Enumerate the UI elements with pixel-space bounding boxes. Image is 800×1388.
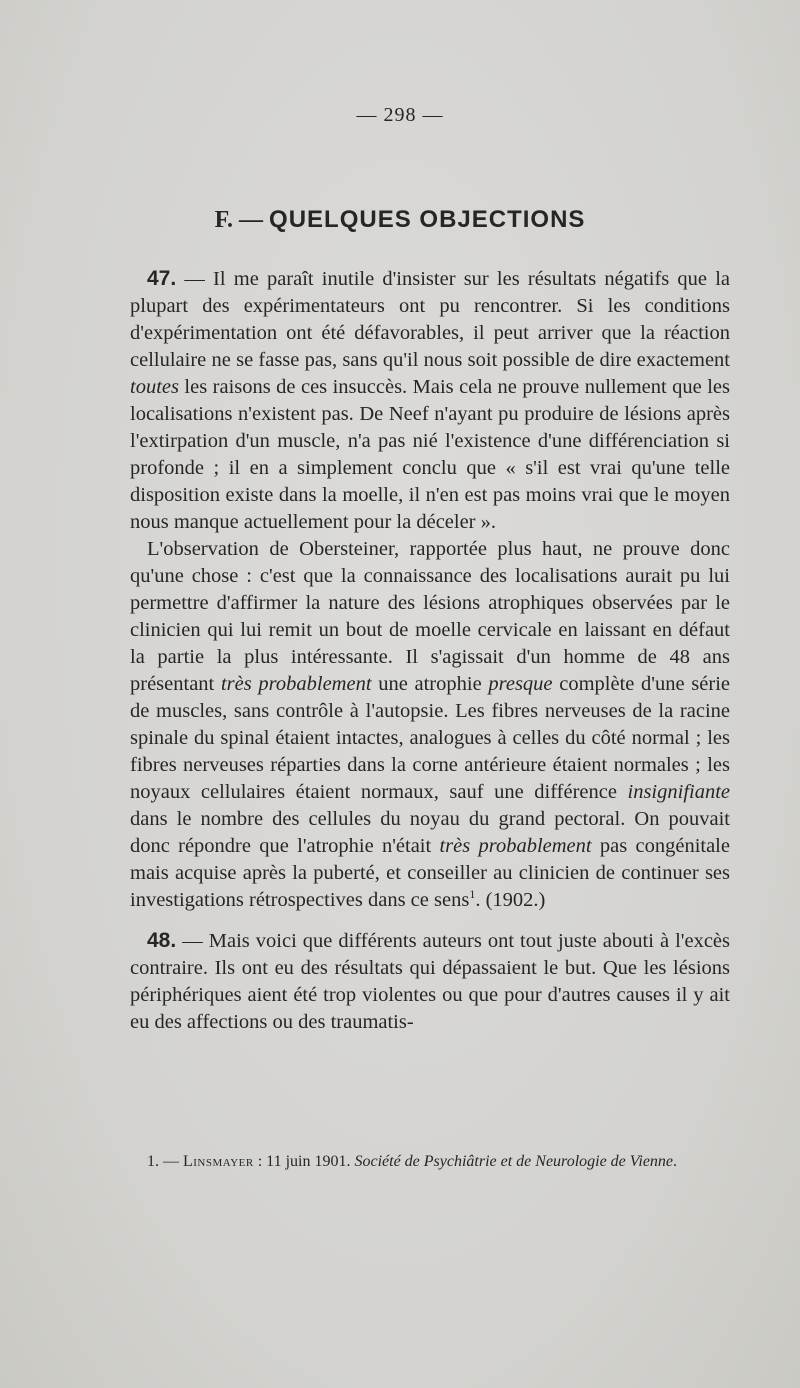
paragraph-47 xyxy=(130,265,730,536)
section-title xyxy=(0,206,800,234)
footnote-reference[interactable]: 1 xyxy=(469,887,476,902)
text-run: — Il me paraît inutile d'insister sur les résultats négatifs que la plupart des expérimentateurs ont pu rencontrer. Si les conditions d'expérimentation ont été défavorables, il peut arriver que la réaction cellulaire ne se fasse pas, sans qu'il nous soit possible de dire exactement xyxy=(130,268,730,371)
section-label: F. — xyxy=(214,207,264,233)
page-number: — 298 — xyxy=(356,104,444,126)
footnote xyxy=(130,1152,730,1172)
text-run: une atrophie xyxy=(371,673,489,695)
italic-run: insignifiante xyxy=(627,781,730,803)
body-text xyxy=(130,265,730,1036)
italic-run: toutes xyxy=(130,376,179,398)
footnote-date: : 11 juin 1901. xyxy=(253,1153,355,1170)
text-run: pas congénitale mais acquise après la puberté, et conseiller au clinicien de continuer ses investigations rétrospectives dans ce sens xyxy=(130,835,730,911)
italic-run: très probablement xyxy=(439,835,592,857)
text-run: L'observation de Obersteiner, rapportée plus haut, ne prouve donc qu'une chose : c'est que la connaissance des localisations aurait pu lui permettre d'affirmer la nature des lésions atrophiques observées par le clinicien qui lui remit un bout de moelle cervicale en laissant en défaut la partie la plus intéressante. Il s'agissait d'un homme de 48 ans présentant xyxy=(130,538,730,695)
section-heading: QUELQUES OBJECTIONS xyxy=(269,206,586,233)
text-run: . (1902.) xyxy=(475,889,546,911)
text-run: complète d'une série de muscles, sans contrôle à l'autopsie. Les fibres nerveuses de la racine spinale du spinal étaient intactes, analogues à celles du côté normal ; les fibres nerveuses réparties dans la corne antérieure étaient normales ; les noyaux cellulaires étaient normaux, sauf une différence xyxy=(130,673,730,803)
italic-run: très probablement xyxy=(220,673,372,695)
text-run: dans le nombre des cellules du noyau du grand pectoral. On pouvait donc répondre que l'atrophie n'était xyxy=(130,808,730,857)
footnote-marker: 1. — xyxy=(147,1153,183,1170)
paragraph-number: 48. xyxy=(147,929,177,952)
footnote-end: . xyxy=(673,1153,678,1170)
paragraph-number: 47. xyxy=(147,267,177,290)
italic-run: presque xyxy=(488,673,553,695)
text-run: les raisons de ces insuccès. Mais cela ne prouve nullement que les localisations n'existent pas. De Neef n'ayant pu produire de lésions après l'extirpation d'un muscle, n'a pas nié l'existence d'une différenciation si profonde ; il en a simplement conclu que « s'il est vrai qu'une telle disposition existe dans la moelle, il n'en est pas moins vrai que le moyen nous manque actuellement pour la déceler ». xyxy=(130,376,730,533)
paragraph-48 xyxy=(130,927,730,1036)
footnote-author: Linsmayer xyxy=(183,1153,254,1170)
paragraph-obersteiner xyxy=(130,536,730,914)
footnote-source: Société de Psychiâtrie et de Neurologie de Vienne xyxy=(354,1153,674,1170)
text-run: — Mais voici que différents auteurs ont tout juste abouti à l'excès contraire. Ils ont eu des résultats qui dépassaient le but. Que les lésions périphériques aient été trop violentes ou que pour d'autres causes il y ait eu des affections ou des traumatis- xyxy=(130,930,730,1033)
